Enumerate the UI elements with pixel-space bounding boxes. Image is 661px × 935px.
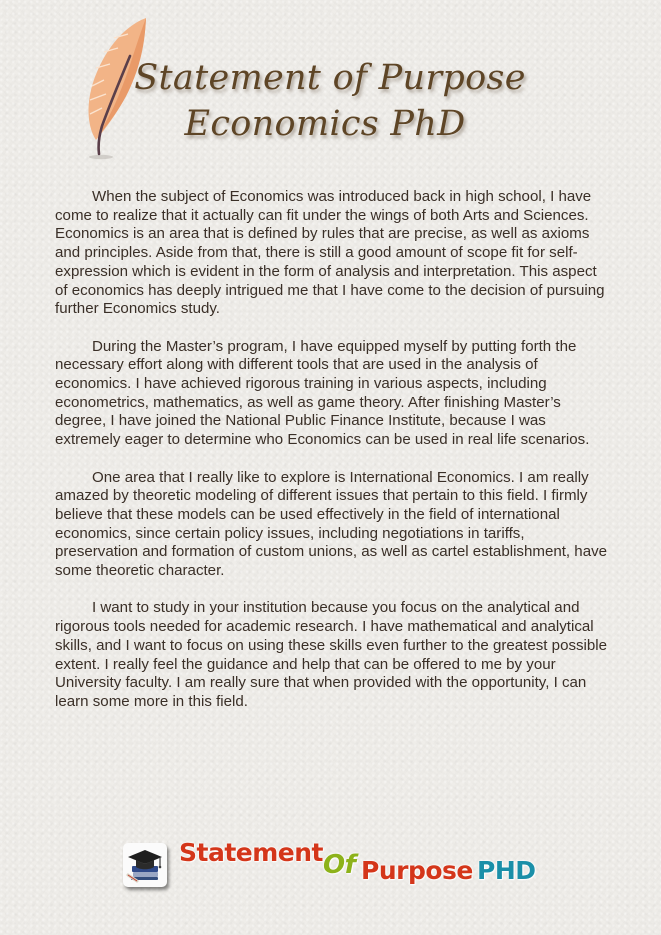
graduation-cap-books-icon	[123, 843, 167, 887]
footer-logo	[123, 840, 543, 894]
document-body	[55, 188, 611, 730]
document-title-line1: Statement of Purpose	[134, 58, 526, 98]
paragraph-3: One area that I really like to explore is International Economics. I am really amazed by theoretic modeling of different issues that pertain to this field. I firmly believe that these models can be used effectively in the field of international economics, since certain policy issues, including negotiations in tariffs, preservation and formation of custom unions, as well as cartel establishment, have some theoretic character.	[55, 468, 608, 580]
paragraph-2: During the Master’s program, I have equipped myself by putting forth the necessary effort along with different tools that are used in the analysis of economics. I have achieved rigorous training in various aspects, including econometrics, mathematics, as well as game theory. After finishing Master’s degree, I have joined the National Public Finance Institute, because I was extremely eager to determine who Economics can be used in real life scenarios.	[55, 337, 590, 449]
paragraph-4: I want to study in your institution because you focus on the analytical and rigorous tools needed for academic research. I have mathematical and analytical skills, and I want to focus on using these skills even further to the greatest possible extent. I really feel the guidance and help that can be offered to me by your University faculty. I am really sure that when provided with the opportunity, I can learn some more in this field.	[55, 599, 608, 710]
logo-text-purpose: Purpose	[361, 856, 473, 885]
document-title-line2: Economics PhD	[184, 104, 466, 144]
paragraph-1: When the subject of Economics was introduced back in high school, I have come to realize that it actually can fit under the wings of both Arts and Sciences. Economics is an area that is defined by rules that are precise, as well as axioms and principles. Aside from that, there is still a good amount of scope fit for self-expression which is evident in the form of analysis and interpretation. This aspect of economics has deeply intrigued me that I have come to the decision of pursuing further Economics study.	[55, 188, 605, 318]
logo-text-of: Of	[323, 850, 356, 880]
logo-text-phd: PHD	[477, 856, 536, 885]
logo-text-statement: Statement	[179, 838, 323, 867]
